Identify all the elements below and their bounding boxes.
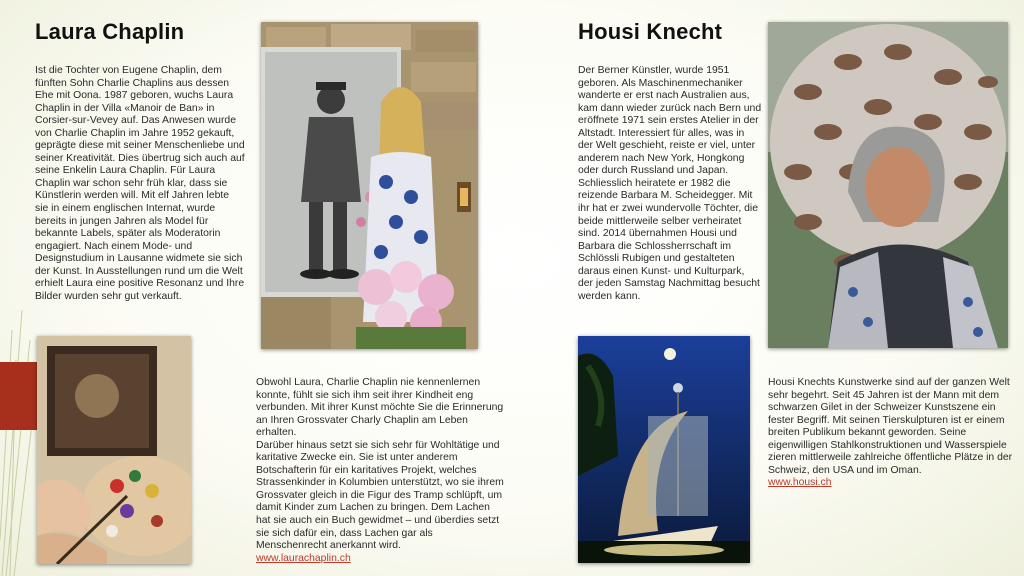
laura-chaplin-website-link[interactable]: www.laurachaplin.ch: [256, 552, 351, 564]
housi-knecht-bio: Der Berner Künstler, wurde 1951 geboren. Als Maschinenmechaniker wanderte er erst nach Australien aus, kam dann wieder zurück nach Bern und eröffnete 1971 sein erstes Atelier in der Altstadt. Interessiert für alles, was in der Welt geschieht, reiste er viel, unter anderem nach New York, Hongkong oder durch Russland und Japan. Schliesslich heiratete er 1982 die reizende Barbara M. Scheidegger. Mit ihr hat er zwei wundervolle Töchter, die beide mittlerweile selber verheiratet sind. 2014 übernahmen Housi und Barbara die Schlossherrschaft im Schlössli Rubigen und gestalteten daraus einen Kunst- und Kulturpark, der jeden Samstag Nachmittag besucht werden kann.: [578, 65, 762, 302]
housi-knecht-text-bottom: [768, 377, 1014, 490]
housi-knecht-text-bottom-paragraph: Housi Knechts Kunstwerke sind auf der ganzen Welt sehr begehrt. Seit 45 Jahren ist der Mann mit dem schwarzen Gilet in der Schweizer Kunstszene ein fester Begriff. Mit seinen Tierskulpturen ist er einem breiten Publikum bekannt geworden. Seine eigenwilligen Stahlkonstruktionen und Wasserspiele zieren mittlerweile zahlreiche öffentliche Plätze in der Schweiz, den USA und im Oman.: [768, 377, 1013, 476]
housi-knecht-website-link[interactable]: www.housi.ch: [768, 477, 832, 489]
laura-chaplin-text-bottom: [256, 377, 506, 565]
laura-chaplin-bio: Ist die Tochter von Eugene Chaplin, dem fünften Sohn Charlie Chaplins aus dessen Ehe mit Oona. 1987 geboren, wuchs Laura Chaplin in der Villa «Manoir de Ban» in Corsier-sur-Vevey auf. Das Anwesen wurde von Charlie Chaplin im Jahre 1952 gekauft, geprägte diese mit seiner Menschenliebe und seiner Kreativität. Dies übertrug sich auch auf seine Enkelin Laura Chaplin. Für Laura Chaplin war schon sehr früh klar, dass sie Künstlerin werden will. Mit elf Jahren lebte sie in einem englischen Internat, wurde bereits in jungen Jahren als Model für bekannte Labels, später als Moderatorin engagiert. Nach einem Mode- und Designstudium in Lausanne widmete sie sich der Kunst. In Ausstellungen rund um die Welt erhielt Laura eine positive Resonanz und Ihre Bilder wurden sehr gut verkauft.: [35, 65, 245, 302]
housi-knecht-title: Housi Knecht: [578, 19, 723, 44]
laura-chaplin-title: Laura Chaplin: [35, 19, 185, 44]
accent-tab: [0, 362, 38, 430]
grass-decoration: [0, 300, 40, 576]
housi-knecht-portrait-photo: [768, 22, 1008, 348]
sculpture-night-photo: [578, 336, 750, 563]
laura-chaplin-portrait-photo: [261, 22, 478, 349]
laura-chaplin-text-bottom-1: Obwohl Laura, Charlie Chaplin nie kennenlernen konnte, fühlt sie sich ihm seit ihrer Kindheit eng verbunden. Mit ihrer Kunst möchte Sie die Erinnerung an Ihren Grossvater Charly Chaplin am Leben erhalten.: [256, 377, 504, 439]
painting-palette-photo: [37, 336, 191, 564]
laura-chaplin-text-bottom-2: Darüber hinaus setzt sie sich sehr für Wohltätige und karitative Zwecke ein. Sie ist unter anderem Botschafterin für ein karitatives Projekt, welches Strassenkinder in Kolumbien unterstützt, wo sie ihrem Grossvater gleich in die Figur des Tramp schlüpft, um damit Kinder zum Lachen zu bringen. Dem Lachen hat sie auch ein Buch gewidmet – und überdies setzt sie sich dafür ein, dass Lachen gar als Menschenrecht anerkannt wird.: [256, 439, 504, 552]
